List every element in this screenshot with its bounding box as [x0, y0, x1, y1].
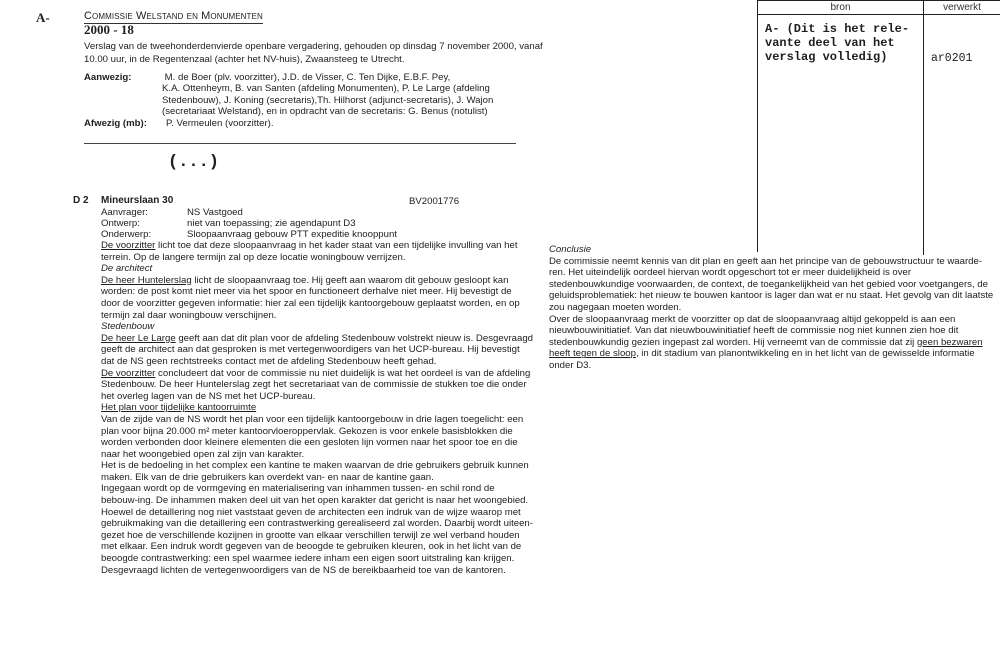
bron-line: vante deel van het [765, 36, 895, 50]
table-border-left [757, 0, 758, 252]
paragraph-text: licht de sloopaanvraag toe. Hij geeft aan waarom dit gebouw gesloopt kan worden: de post komt niet meer via het spoor en functioneert derhalve niet meer. Hij bevestigt de door de voorzitter gegeven informatie: hier zal een tijdelijk kantoorgebouw geplaatst worden, en op termijn zal daar woningbouw verschijnen. [101, 274, 520, 321]
absent-value: P. Vermeulen (voorzitter). [166, 118, 274, 129]
speaker: De voorzitter [101, 240, 156, 251]
section-divider [84, 143, 516, 144]
item-title: Mineurslaan 30 [101, 195, 174, 206]
table-cell-bron [765, 22, 920, 64]
meeting-intro: Verslag van de tweehonderdenvierde openbare vergadering, gehouden op dinsdag 7 november 2000, vanaf 10.00 uur, in de Regentenzaal (achter het NV-huis), Zwaansteeg te Utrecht. [84, 41, 543, 65]
paragraph: Desgevraagd lichten de vertegenwoordigers van de NS de bereikbaarheid toe van de kantoren. [101, 564, 506, 576]
bron-line: A- (Dit is het rele- [765, 22, 910, 36]
meta-value: niet van toepassing; zie agendapunt D3 [187, 218, 356, 229]
meta-value: NS Vastgoed [187, 207, 243, 218]
speaker: De heer Huntelerslag [101, 274, 192, 286]
omission-marker: (...) [168, 153, 220, 172]
paragraph-text: , in dit stadium van planontwikkeling en in het licht van de gewisselde informatie onder D3. [549, 348, 975, 371]
paragraph-text: licht toe dat deze sloopaanvraag in het kader staat van een tijdelijke invulling van het terrein. Op de langere termijn zal op deze locatie woningbouw verrijzen. [101, 240, 518, 263]
meta-row-design [101, 218, 356, 229]
table-header-verwerkt: verwerkt [943, 2, 981, 13]
bron-line: verslag volledig) [765, 50, 888, 64]
meta-label: Ontwerp: [101, 218, 140, 229]
present-line: M. de Boer (plv. voorzitter), J.D. de Visser, C. Ten Dijke, E.B.F. Pey, [162, 72, 451, 83]
present-list [162, 72, 537, 117]
conclusion-heading: Conclusie [549, 244, 592, 255]
present-line: Stedenbouw), J. Koning (secretaris),Th. Hilhorst (adjunct-secretaris), J. Wajon [162, 94, 494, 106]
table-header-bron: bron [830, 2, 851, 13]
table-header-rule [757, 14, 1000, 15]
meta-label: Aanvrager: [101, 207, 148, 218]
present-line: K.A. Ottenheym, B. van Santen (afdeling Monumenten), P. Le Large (afdeling [162, 83, 490, 95]
item-reference: BV2001776 [409, 196, 460, 207]
speaker: De heer Le Large [101, 332, 176, 344]
present-label: Aanwezig: [84, 72, 132, 83]
meta-row-applicant [101, 207, 243, 218]
item-code: D 2 [73, 195, 89, 206]
present-line: (secretariaat Welstand), en in opdracht van de secretaris: G. Benus (notulist) [162, 105, 488, 117]
paragraph-text: geeft aan dat dit plan voor de afdeling Stedenbouw volstrekt nieuw is. Desgevraagd geeft de architect aan dat gesproken is met vertegenwoordigers van het UCP-bureau. Hij bevestigt dat de NS geen rechtstreeks contact met de afdeling Stedenbouw heeft gehad. [101, 332, 534, 367]
paragraph: Het is de bedoeling in het complex een kantine te maken waarvan de drie gebruikers gebruik kunnen maken. Elk van de drie gebruikers kan overdekt van- en naar de kantine gaan. [101, 460, 529, 483]
table-border-top [757, 0, 1000, 1]
organization-text: Commissie Welstand en Monumenten [84, 10, 263, 22]
table-cell-verwerkt: ar0201 [931, 52, 973, 65]
conclusion [549, 244, 994, 372]
meta-row-subject [101, 229, 397, 240]
paragraph [101, 333, 533, 368]
paragraph-text: Over de sloopaanvraag merkt de voorzitter op dat de sloopaanvraag altijd gekoppeld is aan een nieuwbouwinitiatief. Van dat nieuwbouwinitiatief heeft de commissie nog niet kunnen zien hoe dit stedenbouwkundig gezien ingepast zal worden. Hij verneemt van de commissie dat zij [549, 313, 959, 348]
table-column-divider [923, 0, 924, 255]
meta-value: Sloopaanvraag gebouw PTT expeditie knooppunt [187, 229, 397, 240]
speaker: De voorzitter [101, 367, 156, 379]
paragraph [101, 275, 533, 321]
paragraph [101, 240, 533, 263]
subheading-architect: De architect [101, 263, 153, 275]
paragraph: Van de zijde van de NS wordt het plan voor een tijdelijk kantoorgebouw in drie lagen toegelicht: een plan voor bijna 20.000 m² meter kantoorvloeroppervlak. Gekozen is voor enkele basisblokken die worden verbonden door kleinere elementen die een gesloten lijn vormen naar het spoor toe en die naar het woongebied open zal zijn van karakter. [101, 413, 524, 460]
subheading-plan: Het plan voor tijdelijke kantoorruimte [101, 402, 257, 414]
paragraph: Ingegaan wordt op de vormgeving en materialisering van inhammen tussen- en schil rond de bebouw-ing. De inhammen maken deel uit van het open karakter dat gericht is naar het woongebied. [101, 483, 529, 507]
paragraph: Hoewel de detaillering nog niet vaststaat geven de architecten een indruk van de wijze waarop met gebruikmaking van die detaillering een contrastwerking gerealiseerd zal worden. Daarbij wordt uiteen-gezet hoe de verschillende kozijnen in grootte van elkaar verschillen terwijl ze wel verband houden met elkaar. Een indruk wordt gegeven van de beoogde te gebruiken kleuren, ook in het licht van de beoogde contrastwerking: een spel waarmee iedere inham een eigen soort uitstraling kan krijgen. [101, 506, 533, 565]
paragraph [549, 314, 994, 372]
paragraph [101, 368, 533, 403]
margin-marker: A- [36, 10, 50, 25]
decision-highlight: geen bezwaren heeft tegen de sloop [549, 336, 983, 360]
paragraph-text: concludeert dat voor de commissie nu niet duidelijk is wat het oordeel is van de afdeling Stedenbouw. De heer Huntelerslag zegt het secretariaat van de commissie de stukken toe die onder het overleg lagen van de NS met het UCP-bureau. [101, 367, 531, 402]
item-body [101, 240, 533, 576]
document-number: 2000 - 18 [84, 22, 134, 37]
subheading-stedenbouw: Stedenbouw [101, 321, 155, 333]
meta-label: Onderwerp: [101, 229, 152, 240]
paragraph: De commissie neemt kennis van dit plan en geeft aan het principe van de gebouwstructuur te waarde-ren. Het uiteindelijk oordeel hiervan wordt opgeschort tot er meer duidelijkheid is over stedenbouwkundige voorwaarden, de context, de toegankelijkheid van het gebied voor voetgangers, de geluidsproblematiek: het nieuw te bouwen kantoor is lager dan wat er nu staat. Het gevolg van dit laatste zou nagegaan moeten worden. [549, 255, 994, 313]
absent-label: Afwezig (mb): [84, 118, 147, 129]
